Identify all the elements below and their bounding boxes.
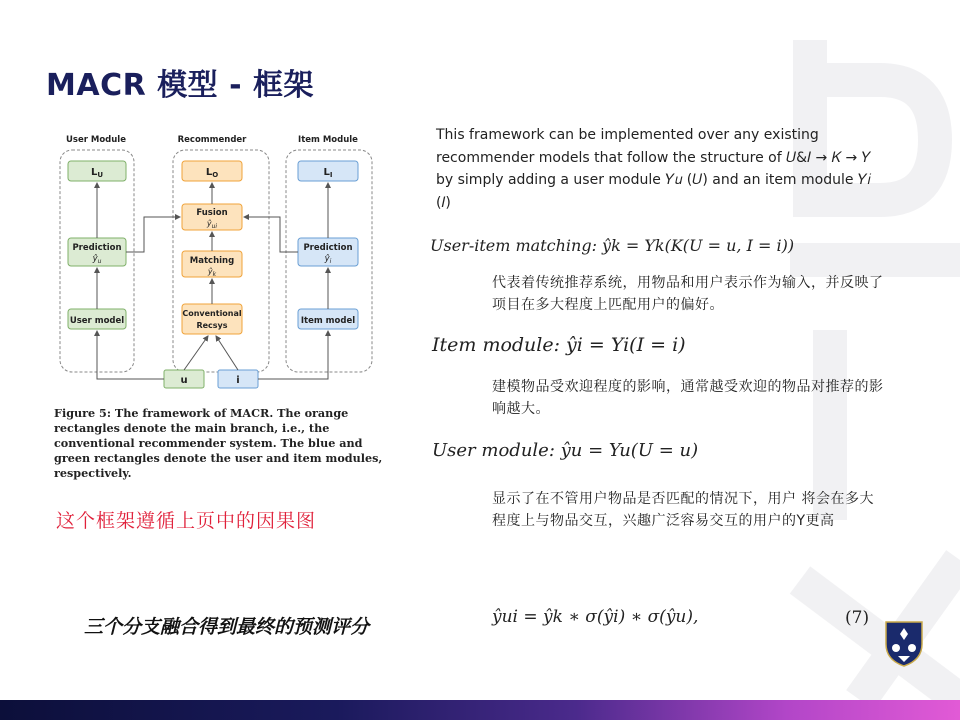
matching-sub: k bbox=[212, 271, 217, 278]
user-module-formula: User module: ŷu = Yu(U = u) bbox=[432, 440, 699, 461]
footer-gradient-bar bbox=[0, 700, 960, 720]
column-header-item: Item Module bbox=[298, 135, 358, 145]
conv-label-2: Recsys bbox=[196, 321, 228, 330]
rec-loss-sub: O bbox=[212, 171, 219, 179]
intro-paragraph: This framework can be implemented over any existing recommender models that follow the structure of 𝑈&𝐼 → 𝐾 → 𝑌 by simply adding a user module 𝑌𝑢 (𝑈) and an item module 𝑌𝑖 (𝐼) bbox=[436, 127, 872, 211]
input-u-label: u bbox=[180, 375, 188, 386]
conv-label-1: Conventional bbox=[182, 309, 242, 318]
user-loss-label: L bbox=[90, 167, 98, 178]
fusion-formula-number: (7) bbox=[845, 608, 870, 628]
page-title: MACR 模型 - 框架 bbox=[46, 68, 314, 103]
rec-loss-label: L bbox=[205, 167, 213, 178]
item-loss-sub: I bbox=[329, 171, 333, 179]
item-module-formula: Item module: ŷi = Yi(I = i) bbox=[432, 334, 686, 356]
item-pred-sub: i bbox=[329, 258, 332, 265]
item-model-label: Item model bbox=[300, 316, 356, 326]
user-pred-sub: u bbox=[97, 258, 102, 265]
fusion-label: Fusion bbox=[196, 208, 228, 218]
user-pred-symbol: ŷ bbox=[92, 254, 98, 264]
column-header-rec: Recommender bbox=[177, 135, 247, 145]
item-pred-symbol: ŷ bbox=[324, 254, 330, 264]
user-item-matching-formula: User-item matching: ŷk = Yk(K(U = u, I = i)) bbox=[430, 236, 795, 255]
column-header-user: User Module bbox=[66, 135, 126, 145]
fusion-sub: ui bbox=[211, 223, 218, 230]
user-module-description: 显示了在不管用户物品是否匹配的情况下，用户 将会在多大程度上与物品交互，兴趣广泛容易交互的用户的Y更高 bbox=[492, 491, 874, 529]
matching-label: Matching bbox=[189, 256, 235, 266]
macr-framework-diagram bbox=[52, 128, 376, 400]
user-item-matching-description: 代表着传统推荐系统，用物品和用户表示作为输入，并反映了项目在多大程度上匹配用户的偏好。 bbox=[492, 275, 884, 313]
item-prediction-label: Prediction bbox=[303, 243, 353, 253]
fusion-symbol: ŷ bbox=[206, 219, 212, 228]
fusion-formula: ŷui = ŷk ∗ σ(ŷi) ∗ σ(ŷu), bbox=[492, 607, 699, 627]
user-loss-sub: U bbox=[97, 171, 104, 179]
causal-graph-note: 这个框架遵循上页中的因果图 bbox=[56, 510, 317, 532]
matching-symbol: ŷ bbox=[207, 267, 213, 276]
user-model-label: User model bbox=[69, 316, 125, 326]
fusion-note: 三个分支融合得到最终的预测评分 bbox=[84, 616, 370, 638]
university-crest-icon bbox=[884, 620, 924, 668]
item-loss-label: L bbox=[323, 167, 330, 178]
figure-caption: Figure 5: The framework of MACR. The orange rectangles denote the main branch, i.e., the conventional recommender system. The blue and green rectangles denote the user and item modules, respectively. bbox=[54, 406, 383, 480]
input-i-label: i bbox=[236, 375, 240, 386]
user-prediction-label: Prediction bbox=[72, 243, 122, 253]
item-module-description: 建模物品受欢迎程度的影响，通常越受欢迎的物品对推荐的影响越大。 bbox=[492, 379, 884, 417]
